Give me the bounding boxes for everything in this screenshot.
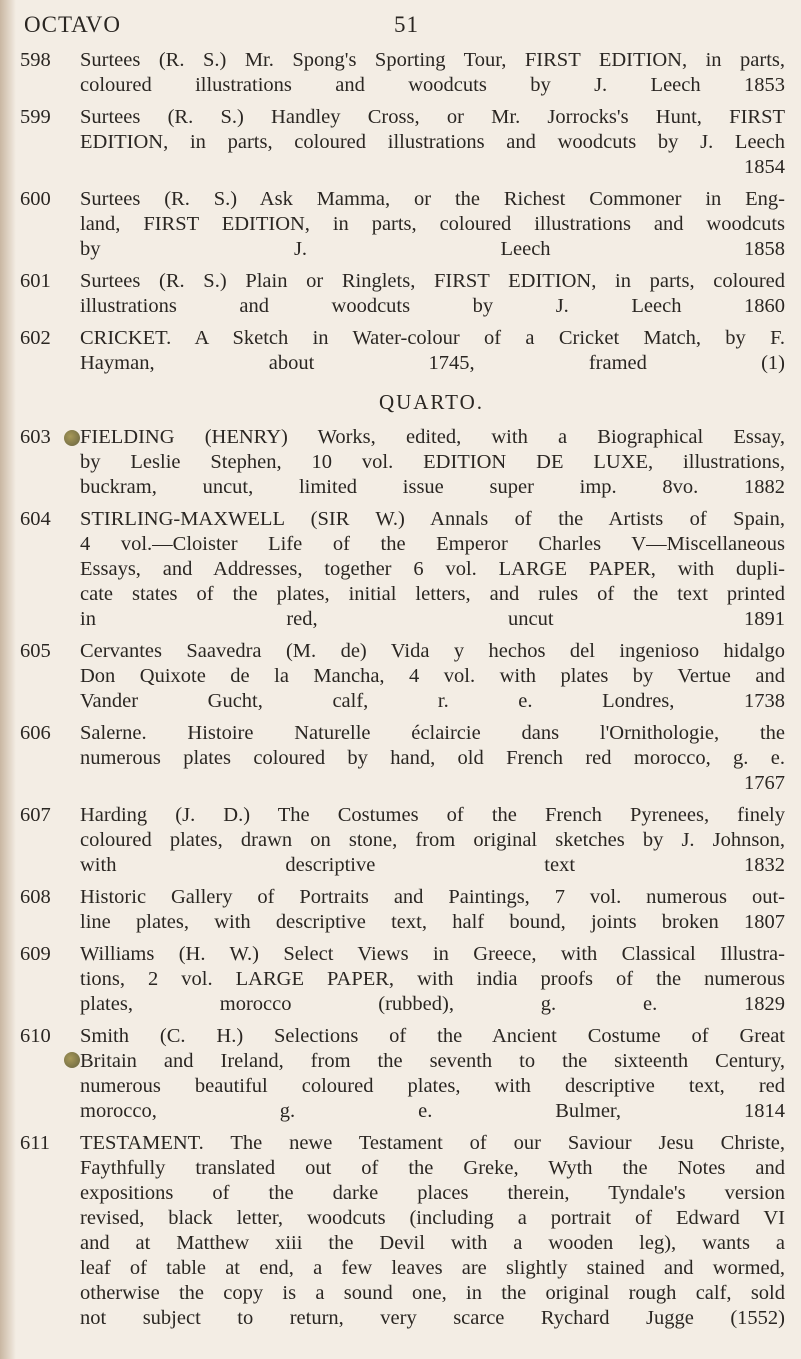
- lot-description-line: Vander Gucht, calf, r. e. Londres, 1738: [80, 690, 785, 712]
- lot-description-line: by J. Leech 1858: [80, 238, 785, 260]
- lot-description-line: Cervantes Saavedra (M. de) Vida y hechos del ingenioso hidalgo: [80, 640, 785, 662]
- section-heading-quarto: QUARTO.: [378, 390, 485, 414]
- lot-entry: [20, 639, 785, 714]
- lot-number: 607: [20, 804, 51, 826]
- lot-description-line: CRICKET. A Sketch in Water-colour of a Cricket Match, by F.: [80, 327, 785, 349]
- lot-description-line: Surtees (R. S.) Handley Cross, or Mr. Jorrocks's Hunt, FIRST: [80, 106, 785, 128]
- lot-description-line: Surtees (R. S.) Plain or Ringlets, FIRST EDITION, in parts, coloured: [80, 270, 785, 292]
- lot-description-line: Historic Gallery of Portraits and Paintings, 7 vol. numerous out-: [80, 886, 785, 908]
- lot-description-line: morocco, g. e. Bulmer, 1814: [80, 1100, 785, 1122]
- lot-number: 611: [20, 1132, 50, 1154]
- lot-description-line: leaf of table at end, a few leaves are slightly stained and wormed,: [80, 1257, 785, 1279]
- lot-entry: [20, 803, 785, 878]
- lot-entry: [20, 1131, 785, 1331]
- lot-entry: [20, 942, 785, 1017]
- lot-number: 598: [20, 49, 51, 71]
- lot-number: 605: [20, 640, 51, 662]
- lot-description-line: Hayman, about 1745, framed (1): [80, 352, 785, 374]
- lot-description-line: coloured plates, drawn on stone, from original sketches by J. Johnson,: [80, 829, 785, 851]
- lot-description-line: Surtees (R. S.) Mr. Spong's Sporting Tour, FIRST EDITION, in parts,: [80, 49, 785, 71]
- lot-description-line: numerous beautiful coloured plates, with descriptive text, red: [80, 1075, 785, 1097]
- lot-description-line: numerous plates coloured by hand, old French red morocco, g. e.: [80, 747, 785, 769]
- lot-description-line: buckram, uncut, limited issue super imp. 8vo. 1882: [80, 476, 785, 498]
- lot-description-line: Salerne. Histoire Naturelle éclaircie dans l'Ornithologie, the: [80, 722, 785, 744]
- lot-description-line: Smith (C. H.) Selections of the Ancient Costume of Great: [80, 1025, 785, 1047]
- lot-entry: [20, 187, 785, 262]
- lot-description-line: STIRLING-MAXWELL (SIR W.) Annals of the Artists of Spain,: [80, 508, 785, 530]
- ink-stamp-mark: [64, 1052, 80, 1068]
- lot-entry: [20, 885, 785, 935]
- lot-description-line: Williams (H. W.) Select Views in Greece, with Classical Illustra-: [80, 943, 785, 965]
- lot-number: 600: [20, 188, 51, 210]
- lot-description-line: plates, morocco (rubbed), g. e. 1829: [80, 993, 785, 1015]
- lot-entry: [20, 269, 785, 319]
- lot-entry: [20, 721, 785, 796]
- lot-number: 606: [20, 722, 51, 744]
- lot-description-line: Surtees (R. S.) Ask Mamma, or the Richest Commoner in Eng-: [80, 188, 785, 210]
- lot-description-line: line plates, with descriptive text, half bound, joints broken 1807: [80, 911, 785, 933]
- lot-description-line: by Leslie Stephen, 10 vol. EDITION DE LUXE, illustrations,: [80, 451, 785, 473]
- lot-description-line: FIELDING (HENRY) Works, edited, with a Biographical Essay,: [80, 426, 785, 448]
- lot-number: 610: [20, 1025, 51, 1047]
- lot-description-line: EDITION, in parts, coloured illustrations and woodcuts by J. Leech: [80, 131, 785, 153]
- lot-entry: [20, 105, 785, 180]
- lot-entry: [20, 425, 785, 500]
- lot-entry: [20, 507, 785, 632]
- lot-description-line: Essays, and Addresses, together 6 vol. LARGE PAPER, with dupli-: [80, 558, 785, 580]
- lot-number: 601: [20, 270, 51, 292]
- lot-description-line: 1854: [744, 156, 785, 178]
- lot-description-line: revised, black letter, woodcuts (including a portrait of Edward VI: [80, 1207, 785, 1229]
- lot-number: 604: [20, 508, 51, 530]
- lot-description-line: with descriptive text 1832: [80, 854, 785, 876]
- running-head: OCTAVO: [24, 12, 122, 37]
- lot-description-line: cate states of the plates, initial letters, and rules of the text printed: [80, 583, 785, 605]
- lot-description-line: TESTAMENT. The newe Testament of our Saviour Jesu Christe,: [80, 1132, 785, 1154]
- lot-description-line: expositions of the darke places therein, Tyndale's version: [80, 1182, 785, 1204]
- lot-number: 603: [20, 426, 51, 448]
- lot-entry: [20, 326, 785, 376]
- lot-entry: [20, 48, 785, 98]
- lot-description-line: Don Quixote de la Mancha, 4 vol. with plates by Vertue and: [80, 665, 785, 687]
- lot-description-line: 4 vol.—Cloister Life of the Emperor Charles V—Miscellaneous: [80, 533, 785, 555]
- lot-description-line: Faythfully translated out of the Greke, Wyth the Notes and: [80, 1157, 785, 1179]
- lot-entry: [20, 1024, 785, 1124]
- lot-description-line: 1767: [744, 772, 785, 794]
- page-edge: [0, 0, 16, 1359]
- lot-number: 602: [20, 327, 51, 349]
- lot-description-line: land, FIRST EDITION, in parts, coloured illustrations and woodcuts: [80, 213, 785, 235]
- lot-description-line: and at Matthew xiii the Devil with a wooden leg), wants a: [80, 1232, 785, 1254]
- ink-stamp-mark: [64, 430, 80, 446]
- lot-number: 599: [20, 106, 51, 128]
- lot-description-line: illustrations and woodcuts by J. Leech 1860: [80, 295, 785, 317]
- lot-description-line: otherwise the copy is a sound one, in the original rough calf, sold: [80, 1282, 785, 1304]
- lot-number: 608: [20, 886, 51, 908]
- lot-number: 609: [20, 943, 51, 965]
- lot-list: [20, 48, 785, 1338]
- lot-description-line: not subject to return, very scarce Rychard Jugge (1552): [80, 1307, 785, 1329]
- lot-description-line: Harding (J. D.) The Costumes of the French Pyrenees, finely: [80, 804, 785, 826]
- page-header: [24, 12, 777, 42]
- lot-description-line: tions, 2 vol. LARGE PAPER, with india proofs of the numerous: [80, 968, 785, 990]
- page-number: 51: [394, 12, 419, 37]
- lot-description-line: in red, uncut 1891: [80, 608, 785, 630]
- lot-description-line: coloured illustrations and woodcuts by J. Leech 1853: [80, 74, 785, 96]
- lot-description-line: Britain and Ireland, from the seventh to the sixteenth Century,: [80, 1050, 785, 1072]
